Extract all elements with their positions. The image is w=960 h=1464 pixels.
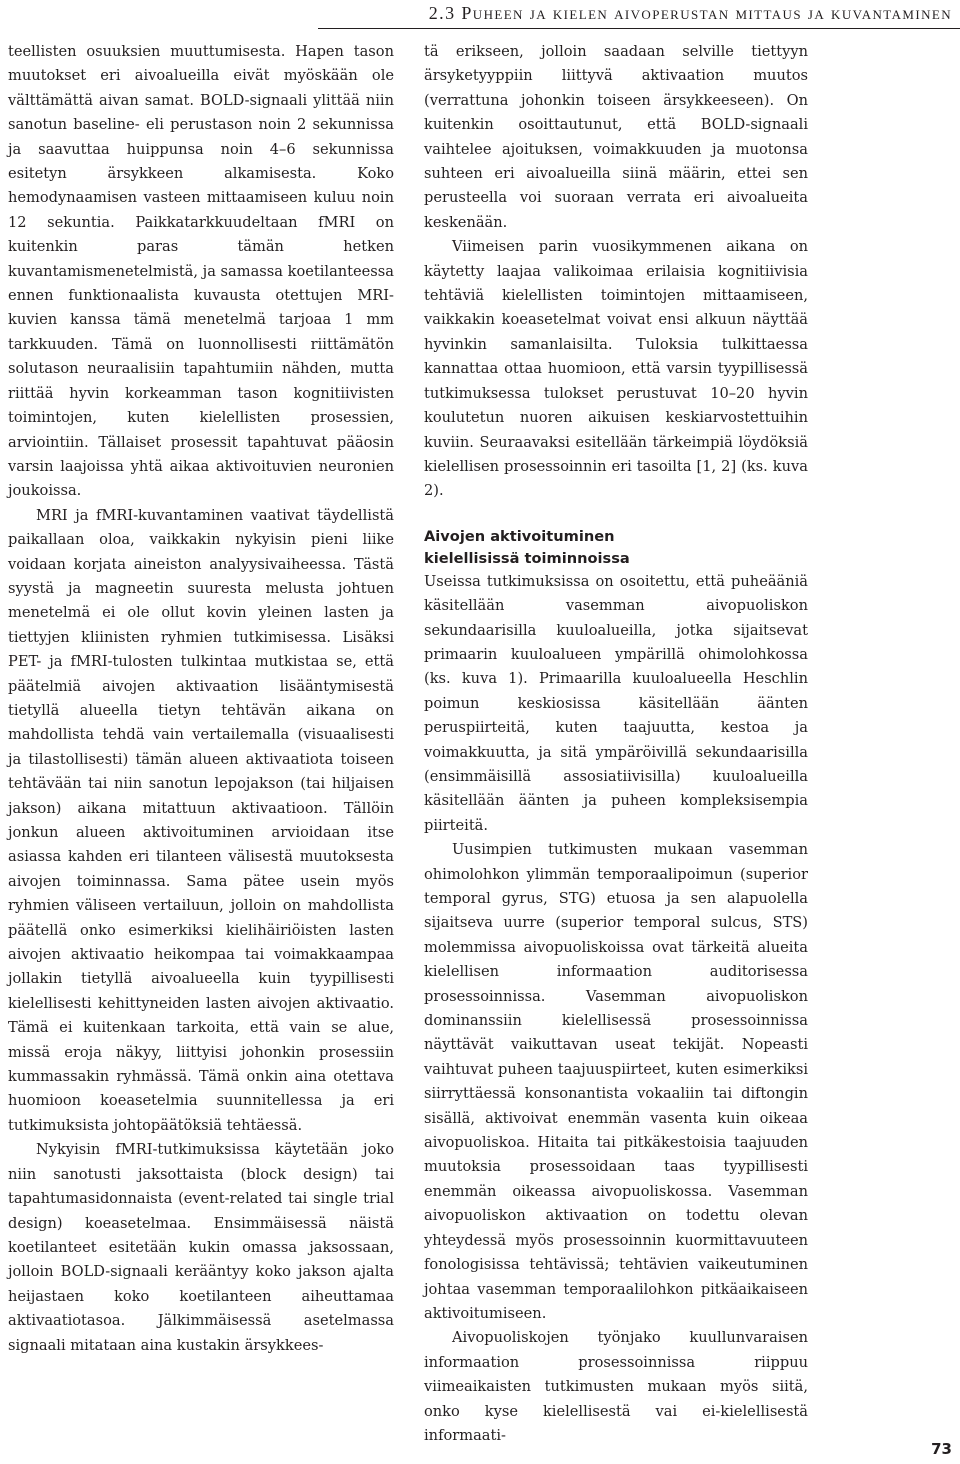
running-header-title: 2.3 Puheen ja kielen aivoperustan mittaus ja kuvantaminen xyxy=(428,3,952,23)
page-number: 73 xyxy=(931,1440,952,1458)
body-paragraph: Useissa tutkimuksissa on osoitettu, että puheääniä käsitellään vasemman aivopuoliskon sekundaarisilla kuuloalueilla, jotka sijaitsevat primaarin kuuloalueen ympärillä ohimolohkossa (ks. kuva 1). Primaarilla kuuloalueella Heschlin poimun keskiosissa käsitellään äänten peruspiirteitä, kuten taajuutta, kestoa ja voimakkuutta, ja sitä ympäröivillä sekundaarisilla (ensimmäisillä assosiatiivisilla) kuuloalueilla käsitellään äänten ja puheen kompleksisempia piirteitä. xyxy=(424,572,808,834)
body-paragraph: Uusimpien tutkimusten mukaan vasemman ohimolohkon ylimmän temporaalipoimun (superior temporal gyrus, STG) etuosa ja sen alapuolella sijaitseva uurre (superior temporal sulcus, STS) molemmissa aivopuoliskoissa ovat tärkeitä alueita kielellisen informaation auditorisessa prosessoinnissa. Vasemman aivopuoliskon dominanssiin kielellisessä prosessoinnissa näyttävät vaikuttavan useat tekijät. Nopeasti vaihtuvat puheen taajuuspiirteet, kuten esimerkiksi siirryttäessä konsonantista vokaaliin tai diftongin sisällä, aktivoivat enemmän vasenta kuin oikeaa aivopuoliskoa. Hitaita tai pitkäkestoisia taajuuden muutoksia prosessoidaan taas tyypillisesti enemmän oikeassa aivopuoliskossa. Vasemman aivopuoliskon aktivaation on todettu olevan yhteydessä myös prosessoinnin kuormittavuuteen fonologisissa tehtävissä; tehtävien vaikeutuminen johtaa vasemman temporaalilohkon pitkäaikaiseen aktivoitumiseen. xyxy=(424,841,808,1322)
section-heading-line: Aivojen aktivoituminen xyxy=(424,527,615,545)
right-column xyxy=(424,40,808,1448)
header-rule xyxy=(318,28,960,29)
body-paragraph: Nykyisin fMRI-tutkimuksissa käytetään joko niin sanotusti jaksottaista (block design) tai tapahtumasidonnaista (event-related tai single trial design) koeasetelmaa. Ensimmäisessä näistä koetilanteet esitetään kukin omassa jaksossaan, jolloin BOLD-signaali kerääntyy koko jakson ajalta heijastaen koko koetilanteen aiheuttamaa aktivaatiotasoa. Jälkimmäisessä asetelmassa signaali mitataan aina kustakin ärsykkees- xyxy=(8,1141,394,1354)
body-paragraph: tä erikseen, jolloin saadaan selville tiettyyn ärsyketyyppiin liittyvä aktivaation muutos (verrattuna johonkin toiseen ärsykkeeseen). On kuitenkin osoittautunut, että BOLD-signaali vaihtelee ajoituksen, voimakkuuden ja muotonsa suhteen eri aivoalueilla siinä määrin, ettei sen perusteella voi suoraan verrata eri aivoalueita keskenään. xyxy=(424,43,808,231)
section-heading-line: kielellisissä toiminnoissa xyxy=(424,549,630,567)
section-heading xyxy=(424,526,808,570)
left-column xyxy=(8,40,394,1358)
body-paragraph: Aivopuoliskojen työnjako kuullunvaraisen informaation prosessoinnissa riippuu viimeaikaisten tutkimusten mukaan myös siitä, onko kyse kielellisestä vai ei-kielellisestä informaati- xyxy=(424,1329,808,1444)
body-paragraph: Viimeisen parin vuosikymmenen aikana on käytetty laajaa valikoimaa erilaisia kognitiivisia tehtäviä kielellisten toimintojen mittaamiseen, vaikkakin koeasetelmat voivat ensi alkuun näyttää hyvinkin samanlaisilta. Tuloksia tulkittaessa kannattaa ottaa huomioon, että varsin tyypillisessä tutkimuksessa tulokset perustuvat 10–20 hyvin koulutetun nuoren aikuisen keskiarvostettuihin kuviin. Seuraavaksi esitellään tärkeimpiä löydöksiä kielellisen prosessoinnin eri tasoilta [1, 2] (ks. kuva 2). xyxy=(424,238,808,500)
body-paragraph: MRI ja fMRI-kuvantaminen vaativat täydellistä paikallaan oloa, vaikkakin nykyisin pieni liike voidaan korjata aineiston analyysivaiheessa. Tästä syystä ja magneetin suuresta melusta johtuen menetelmä ei ole ollut kovin yleinen lasten ja tiettyjen kliinisten ryhmien tutkimisessa. Lisäksi PET- ja fMRI-tulosten tulkintaa mutkistaa se, että päätelmiä aivojen aktivaation lisääntymisestä tietyllä alueella tietyn tehtävän aikana on mahdollista tehdä vain vertailemalla (visuaalisesti ja tilastollisesti) tämän alueen aktivaatiota toiseen tehtävään tai niin sanotun lepojakson (tai hiljaisen jakson) aikana mitattuun aktivaatioon. Tällöin jonkun alueen aktivoituminen arvioidaan itse asiassa kahden eri tilanteen välisestä muutoksesta aivojen toiminnassa. Sama pätee usein myös ryhmien väliseen vertailuun, jolloin on mahdollista päätellä onko esimerkiksi kielihäiriöisten lasten aivojen aktivaatio heikompaa tai voimakkaampaa jollakin tietyllä aivoalueella kuin tyypillisesti kielellisesti kehittyneiden lasten aivojen aktivaatio. Tämä ei kuitenkaan tarkoita, että vain se alue, missä eroja näkyy, liittyisi johonkin prosessiin kummassakin ryhmässä. Tämä onkin aina otettava huomioon koeasetelmia suunnitellessa ja eri tutkimuksista johtopäätöksiä tehtäessä. xyxy=(8,506,394,1134)
body-paragraph: teellisten osuuksien muuttumisesta. Hapen tason muutokset eri aivoalueilla eivät myöskään ole välttämättä aivan samat. BOLD-signaali ylittää niin sanotun baseline- eli perustason noin 2 sekunnissa ja saavuttaa huippunsa noin 4–6 sekunnissa esitetyn ärsykkeen alkamisesta. Koko hemodynaamisen vasteen mittaamiseen kuluu noin 12 sekuntia. Paikkatarkkuudeltaan fMRI on kuitenkin paras tämän hetken kuvantamismenetelmistä, ja samassa koetilanteessa ennen funktionaalista kuvausta otettujen MRI-kuvien kanssa tämä menetelmä tarjoaa 1 mm tarkkuuden. Tämä on luonnollisesti riittämätön solutason neuraalisiin tapahtumiin nähden, mutta riittää hyvin korkeamman tason kognitiivisten toimintojen, kuten kielellisten prosessien, arviointiin. Tällaiset prosessit tapahtuvat pääosin varsin laajoissa yhtä aikaa aktivoituvien neuronien joukoissa. xyxy=(8,43,394,500)
